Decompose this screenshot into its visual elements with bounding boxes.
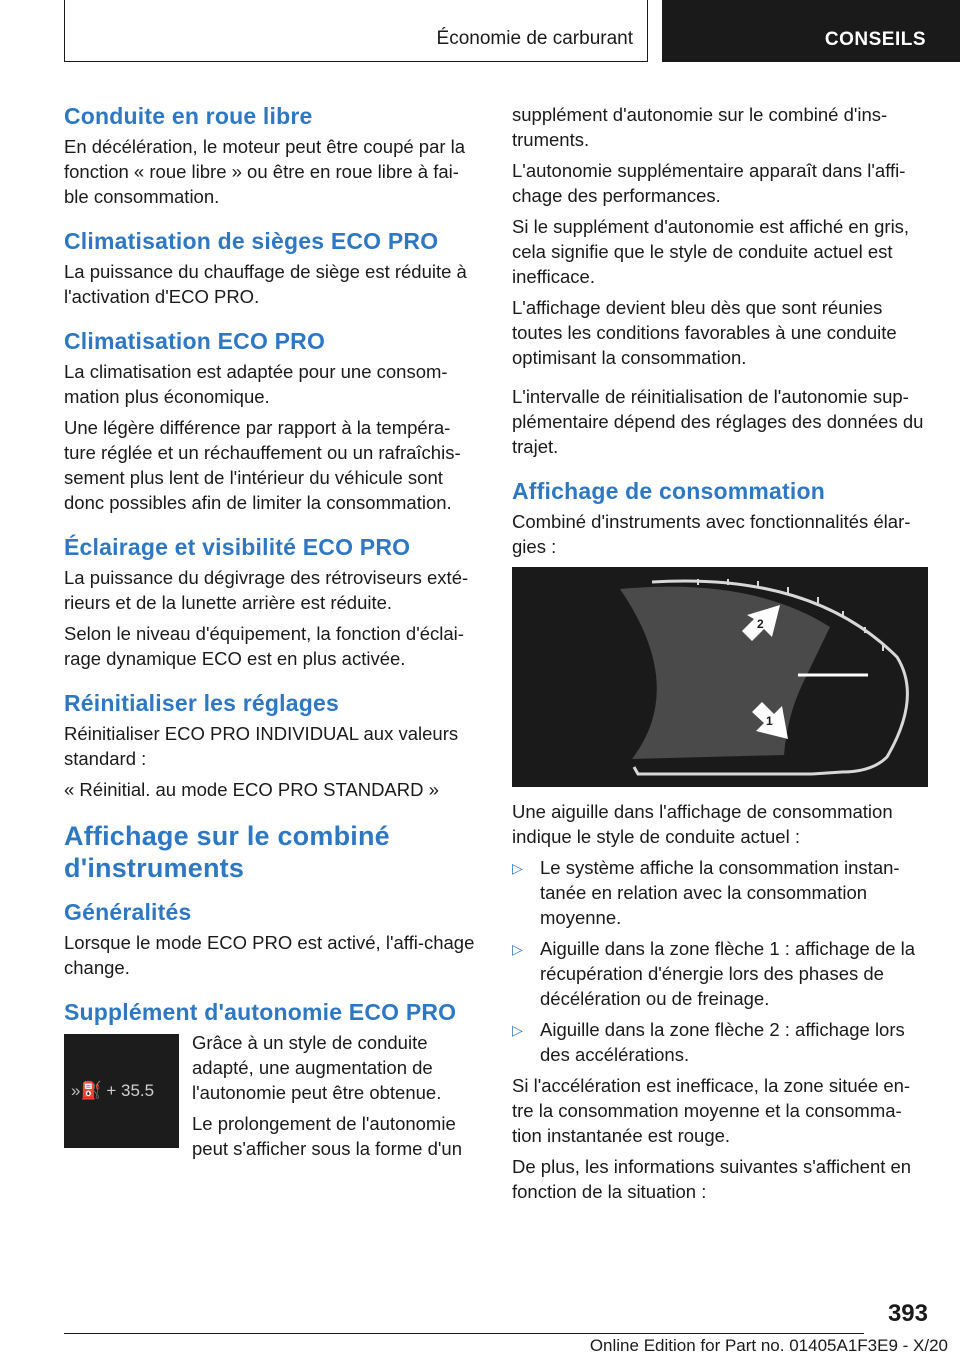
- para-eclairage-2: Selon le niveau d'équipement, la fonction d'éclai-rage dynamique ECO est en plus activée.: [64, 623, 464, 669]
- para-supplement-1: Grâce à un style de conduite adapté, une augmentation de l'autonomie peut être obtenue.: [192, 1032, 442, 1103]
- para-supplement-2: Le prolongement de l'autonomie peut s'afficher sous la forme d'un: [192, 1113, 462, 1159]
- bullet-text-3: Aiguille dans la zone flèche 2 : affichage lors des accélérations.: [540, 1019, 905, 1065]
- heading-sieges: Climatisation de sièges ECO PRO: [64, 228, 439, 254]
- bullet-triangle-icon: ▷: [512, 860, 523, 876]
- para-r2: L'autonomie supplémentaire apparaît dans l'affi-chage des performances.: [512, 160, 906, 206]
- fuel-pump-arrows-icon: »⛽: [71, 1081, 102, 1100]
- list-item: [512, 1017, 926, 1067]
- gauge-label-1: 1: [766, 714, 773, 728]
- heading-conso: Affichage de consommation: [512, 478, 825, 504]
- para-r5: L'intervalle de réinitialisation de l'autonomie sup-plémentaire dépend des réglages des données du trajet.: [512, 386, 924, 457]
- para-continuation: supplément d'autonomie sur le combiné d'ins-truments.: [512, 104, 888, 150]
- para-conso: Combiné d'instruments avec fonctionnalités élar-gies :: [512, 511, 911, 557]
- header-chapter: [662, 0, 960, 62]
- para-reinit-1: Réinitialiser ECO PRO INDIVIDUAL aux valeurs standard :: [64, 723, 459, 769]
- para-r6: Si l'accélération est inefficace, la zone située en-tre la consommation moyenne et la consomma-tion instantanée est rouge.: [512, 1075, 911, 1146]
- heading-generalites: Généralités: [64, 899, 192, 925]
- heading-clim: Climatisation ECO PRO: [64, 328, 326, 354]
- footer-divider: [64, 1333, 864, 1334]
- page-number: 393: [887, 1300, 928, 1327]
- header-section-title: Économie de carburant: [436, 28, 633, 49]
- heading-affichage-combine: Affichage sur le combiné d'instruments: [64, 821, 390, 883]
- eco-range-value: + 35.5: [106, 1081, 155, 1100]
- para-reinit-2: « Réinitial. au mode ECO PRO STANDARD »: [64, 779, 439, 800]
- para-clim-2: Une légère différence par rapport à la tempéra-ture réglée et un réchauffement ou un rafraîchis-sement plus lent de l'intérieur du véhicule sont donc possibles afin de limiter la consommation.: [64, 417, 461, 513]
- bullet-triangle-icon: ▷: [512, 1022, 523, 1038]
- heading-reinit: Réinitialiser les réglages: [64, 690, 339, 716]
- eco-range-display-image: [64, 1034, 179, 1148]
- footer-edition: Online Edition for Part no. 01405A1F3E9 - X/20: [589, 1336, 948, 1355]
- para-clim-1: La climatisation est adaptée pour une consom-mation plus économique.: [64, 361, 448, 407]
- consumption-gauge-image: [512, 567, 928, 787]
- para-roue-libre: En décélération, le moteur peut être coupé par la fonction « roue libre » ou être en roue libre à fai-ble consommation.: [64, 136, 466, 207]
- heading-roue-libre: Conduite en roue libre: [64, 103, 313, 129]
- para-eclairage-1: La puissance du dégivrage des rétroviseurs exté-rieurs et de la lunette arrière est réduite.: [64, 567, 469, 613]
- para-r7: De plus, les informations suivantes s'affichent en fonction de la situation :: [512, 1156, 912, 1202]
- heading-supplement: Supplément d'autonomie ECO PRO: [64, 999, 457, 1025]
- para-aiguille: Une aiguille dans l'affichage de consommation indique le style de conduite actuel :: [512, 801, 893, 847]
- para-sieges: La puissance du chauffage de siège est réduite à l'activation d'ECO PRO.: [64, 261, 467, 307]
- bullet-text-1: Le système affiche la consommation instan-tanée en relation avec la consommation moyenne.: [540, 857, 900, 928]
- para-r4: L'affichage devient bleu dès que sont réunies toutes les conditions favorables à une conduite optimisant la consommation.: [512, 297, 897, 368]
- header-section: [64, 0, 648, 62]
- heading-eclairage: Éclairage et visibilité ECO PRO: [64, 534, 411, 560]
- right-column: [512, 102, 926, 1210]
- list-item: [512, 855, 926, 930]
- bullet-triangle-icon: ▷: [512, 941, 523, 957]
- gauge-label-2: 2: [757, 617, 764, 631]
- header-chapter-title: CONSEILS: [824, 29, 926, 50]
- left-column: [64, 102, 478, 1167]
- para-r3: Si le supplément d'autonomie est affiché en gris, cela signifie que le style de conduite actuel est inefficace.: [512, 216, 910, 287]
- para-generalites: Lorsque le mode ECO PRO est activé, l'affi-chage change.: [64, 932, 475, 978]
- bullet-text-2: Aiguille dans la zone flèche 1 : affichage de la récupération d'énergie lors des phases de décélération ou de freinage.: [540, 938, 916, 1009]
- list-item: [512, 936, 926, 1011]
